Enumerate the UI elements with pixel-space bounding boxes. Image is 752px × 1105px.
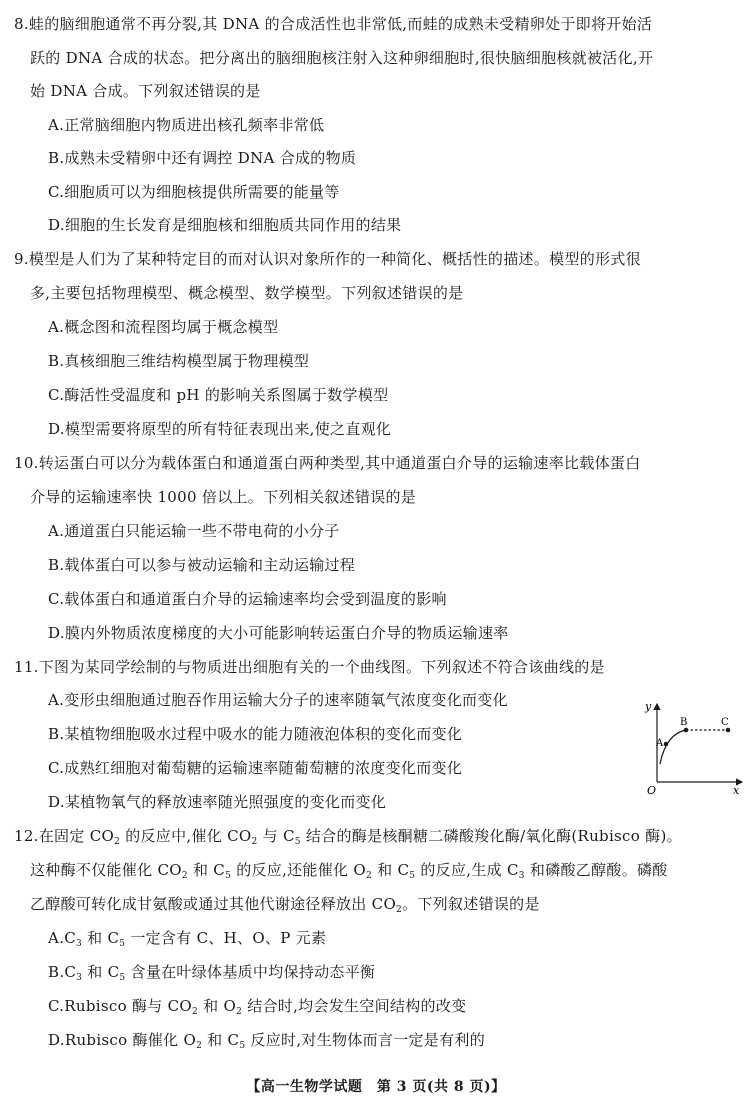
q9-option-b: B.真核细胞三维结构模型属于物理模型	[48, 352, 310, 370]
q12-l1-part-1: 12.在固定 CO	[14, 827, 115, 845]
q12-l2-part-2: 和 C	[187, 861, 226, 879]
q10-option-c: C.载体蛋白和通道蛋白介导的运输速率均会受到温度的影响	[48, 590, 447, 608]
q12-option-b-part-3: 含量在叶绿体基质中均保持动态平衡	[125, 963, 376, 981]
q12-stem-line-1	[14, 826, 682, 846]
rising-curve	[660, 730, 686, 764]
subscript-2: 2	[181, 871, 188, 881]
q10-stem-line-1: 10.转运蛋白可以分为载体蛋白和通道蛋白两种类型,其中通道蛋白介导的运输速率比载体蛋白	[14, 454, 641, 472]
q12-option-c	[48, 996, 466, 1016]
q9-stem-line-1: 9.模型是人们为了某种特定目的而对认识对象所作的一种简化、概括性的描述。模型的形式很	[14, 250, 641, 268]
page-footer: 【高一生物学试题 第 3 页(共 8 页)】	[246, 1079, 506, 1095]
q8-stem-line-1: 8.蛙的脑细胞通常不再分裂,其 DNA 的合成活性也非常低,而蛙的成熟未受精卵处于即将开始活	[14, 15, 653, 33]
q10-option-b: B.载体蛋白可以参与被动运输和主动运输过程	[48, 556, 356, 574]
q12-option-b	[48, 962, 375, 982]
q12-option-b-part-2: 和 C	[82, 963, 120, 981]
subscript-5: 5	[239, 1041, 246, 1051]
subscript-3: 3	[518, 871, 525, 881]
q12-option-c-part-3: 结合时,均会发生空间结构的改变	[242, 997, 467, 1015]
q12-option-a	[48, 928, 326, 948]
q11-option-a: A.变形虫细胞通过胞吞作用运输大分子的速率随氧气浓度变化而变化	[48, 691, 508, 709]
q10-stem-line-2: 介导的运输速率快 1000 倍以上。下列相关叙述错误的是	[30, 488, 417, 506]
q12-option-b-part-1: B.C	[48, 963, 77, 981]
point-a-label: A	[656, 738, 664, 749]
q8-option-c: C.细胞质可以为细胞核提供所需要的能量等	[48, 183, 340, 201]
q8-option-d: D.细胞的生长发育是细胞核和细胞质共同作用的结果	[48, 216, 402, 234]
q12-option-d-part-3: 反应时,对生物体而言一定是有利的	[245, 1031, 485, 1049]
q12-l2-part-6: 和磷酸乙醇酸。磷酸	[524, 861, 668, 879]
point-c-marker	[726, 728, 731, 733]
q12-stem-line-2	[30, 860, 668, 880]
q12-stem-line-3	[30, 894, 540, 914]
q11-option-d: D.某植物氧气的释放速率随光照强度的变化而变化	[48, 793, 387, 811]
q12-l2-part-3: 的反应,还能催化 O	[231, 861, 367, 879]
q12-l3-part-1: 乙醇酸可转化成甘氨酸或通过其他代谢途径释放出 CO	[30, 895, 397, 913]
q12-option-c-part-2: 和 O	[198, 997, 237, 1015]
subscript-5: 5	[119, 939, 126, 949]
q12-l2-part-1: 这种酶不仅能催化 CO	[30, 861, 182, 879]
subscript-2: 2	[251, 837, 258, 847]
q11-option-b: B.某植物细胞吸水过程中吸水的能力随液泡体积的变化而变化	[48, 725, 463, 743]
point-b-marker	[684, 728, 689, 733]
q12-option-a-part-1: A.C	[48, 929, 76, 947]
x-axis-label: x	[733, 784, 740, 796]
q10-option-a: A.通道蛋白只能运输一些不带电荷的小分子	[48, 522, 340, 540]
subscript-2: 2	[396, 905, 403, 915]
subscript-2: 2	[236, 1007, 243, 1017]
q9-option-d: D.模型需要将原型的所有特征表现出来,使之直观化	[48, 420, 392, 438]
q11-option-c: C.成熟红细胞对葡萄糖的运输速率随葡萄糖的浓度变化而变化	[48, 759, 463, 777]
q11-curve-figure	[630, 696, 750, 796]
q12-l1-part-4: 结合的酶是核酮糖二磷酸羧化酶/氧化酶(Rubisco 酶)。	[300, 827, 682, 845]
subscript-5: 5	[294, 837, 301, 847]
subscript-5: 5	[119, 973, 126, 983]
q12-l2-part-5: 的反应,生成 C	[415, 861, 519, 879]
subscript-3: 3	[75, 939, 83, 949]
q10-option-d: D.膜内外物质浓度梯度的大小可能影响转运蛋白介导的物质运输速率	[48, 624, 509, 642]
subscript-2: 2	[366, 871, 373, 881]
subscript-3: 3	[76, 973, 83, 983]
q11-stem-line-1: 11.下图为某同学绘制的与物质进出细胞有关的一个曲线图。下列叙述不符合该曲线的是	[14, 658, 605, 676]
subscript-5: 5	[225, 871, 232, 881]
point-b-label: B	[680, 717, 688, 728]
q12-l1-part-3: 与 C	[257, 827, 295, 845]
q12-option-c-part-1: C.Rubisco 酶与 CO	[48, 997, 193, 1015]
q12-option-a-part-3: 一定含有 C、H、O、P 元素	[125, 929, 327, 947]
q12-l1-part-2: 的反应中,催化 CO	[120, 827, 252, 845]
y-axis-label: y	[645, 700, 652, 713]
q12-option-d	[48, 1030, 485, 1050]
point-a-marker	[664, 742, 669, 747]
q8-option-b: B.成熟未受精卵中还有调控 DNA 合成的物质	[48, 149, 357, 167]
subscript-2: 2	[192, 1007, 199, 1017]
q12-option-d-part-2: 和 C	[202, 1031, 240, 1049]
q12-option-a-part-2: 和 C	[82, 929, 120, 947]
q9-option-a: A.概念图和流程图均属于概念模型	[48, 318, 279, 336]
q9-stem-line-2: 多,主要包括物理模型、概念模型、数学模型。下列叙述错误的是	[30, 284, 464, 302]
q12-l3-part-2: 。下列叙述错误的是	[402, 895, 540, 913]
subscript-5: 5	[409, 871, 416, 881]
subscript-2: 2	[114, 837, 121, 847]
q8-stem-line-2: 跃的 DNA 合成的状态。把分离出的脑细胞核注射入这种卵细胞时,很快脑细胞核就被活化,开	[30, 49, 654, 67]
q8-stem-line-3: 始 DNA 合成。下列叙述错误的是	[30, 82, 261, 100]
q9-option-c: C.酶活性受温度和 pH 的影响关系图属于数学模型	[48, 386, 389, 404]
subscript-2: 2	[196, 1041, 203, 1051]
q12-option-d-part-1: D.Rubisco 酶催化 O	[48, 1031, 197, 1049]
q12-l2-part-4: 和 C	[372, 861, 410, 879]
origin-label: O	[647, 784, 657, 796]
point-c-label: C	[721, 717, 729, 728]
q8-option-a: A.正常脑细胞内物质进出核孔频率非常低	[48, 116, 325, 134]
